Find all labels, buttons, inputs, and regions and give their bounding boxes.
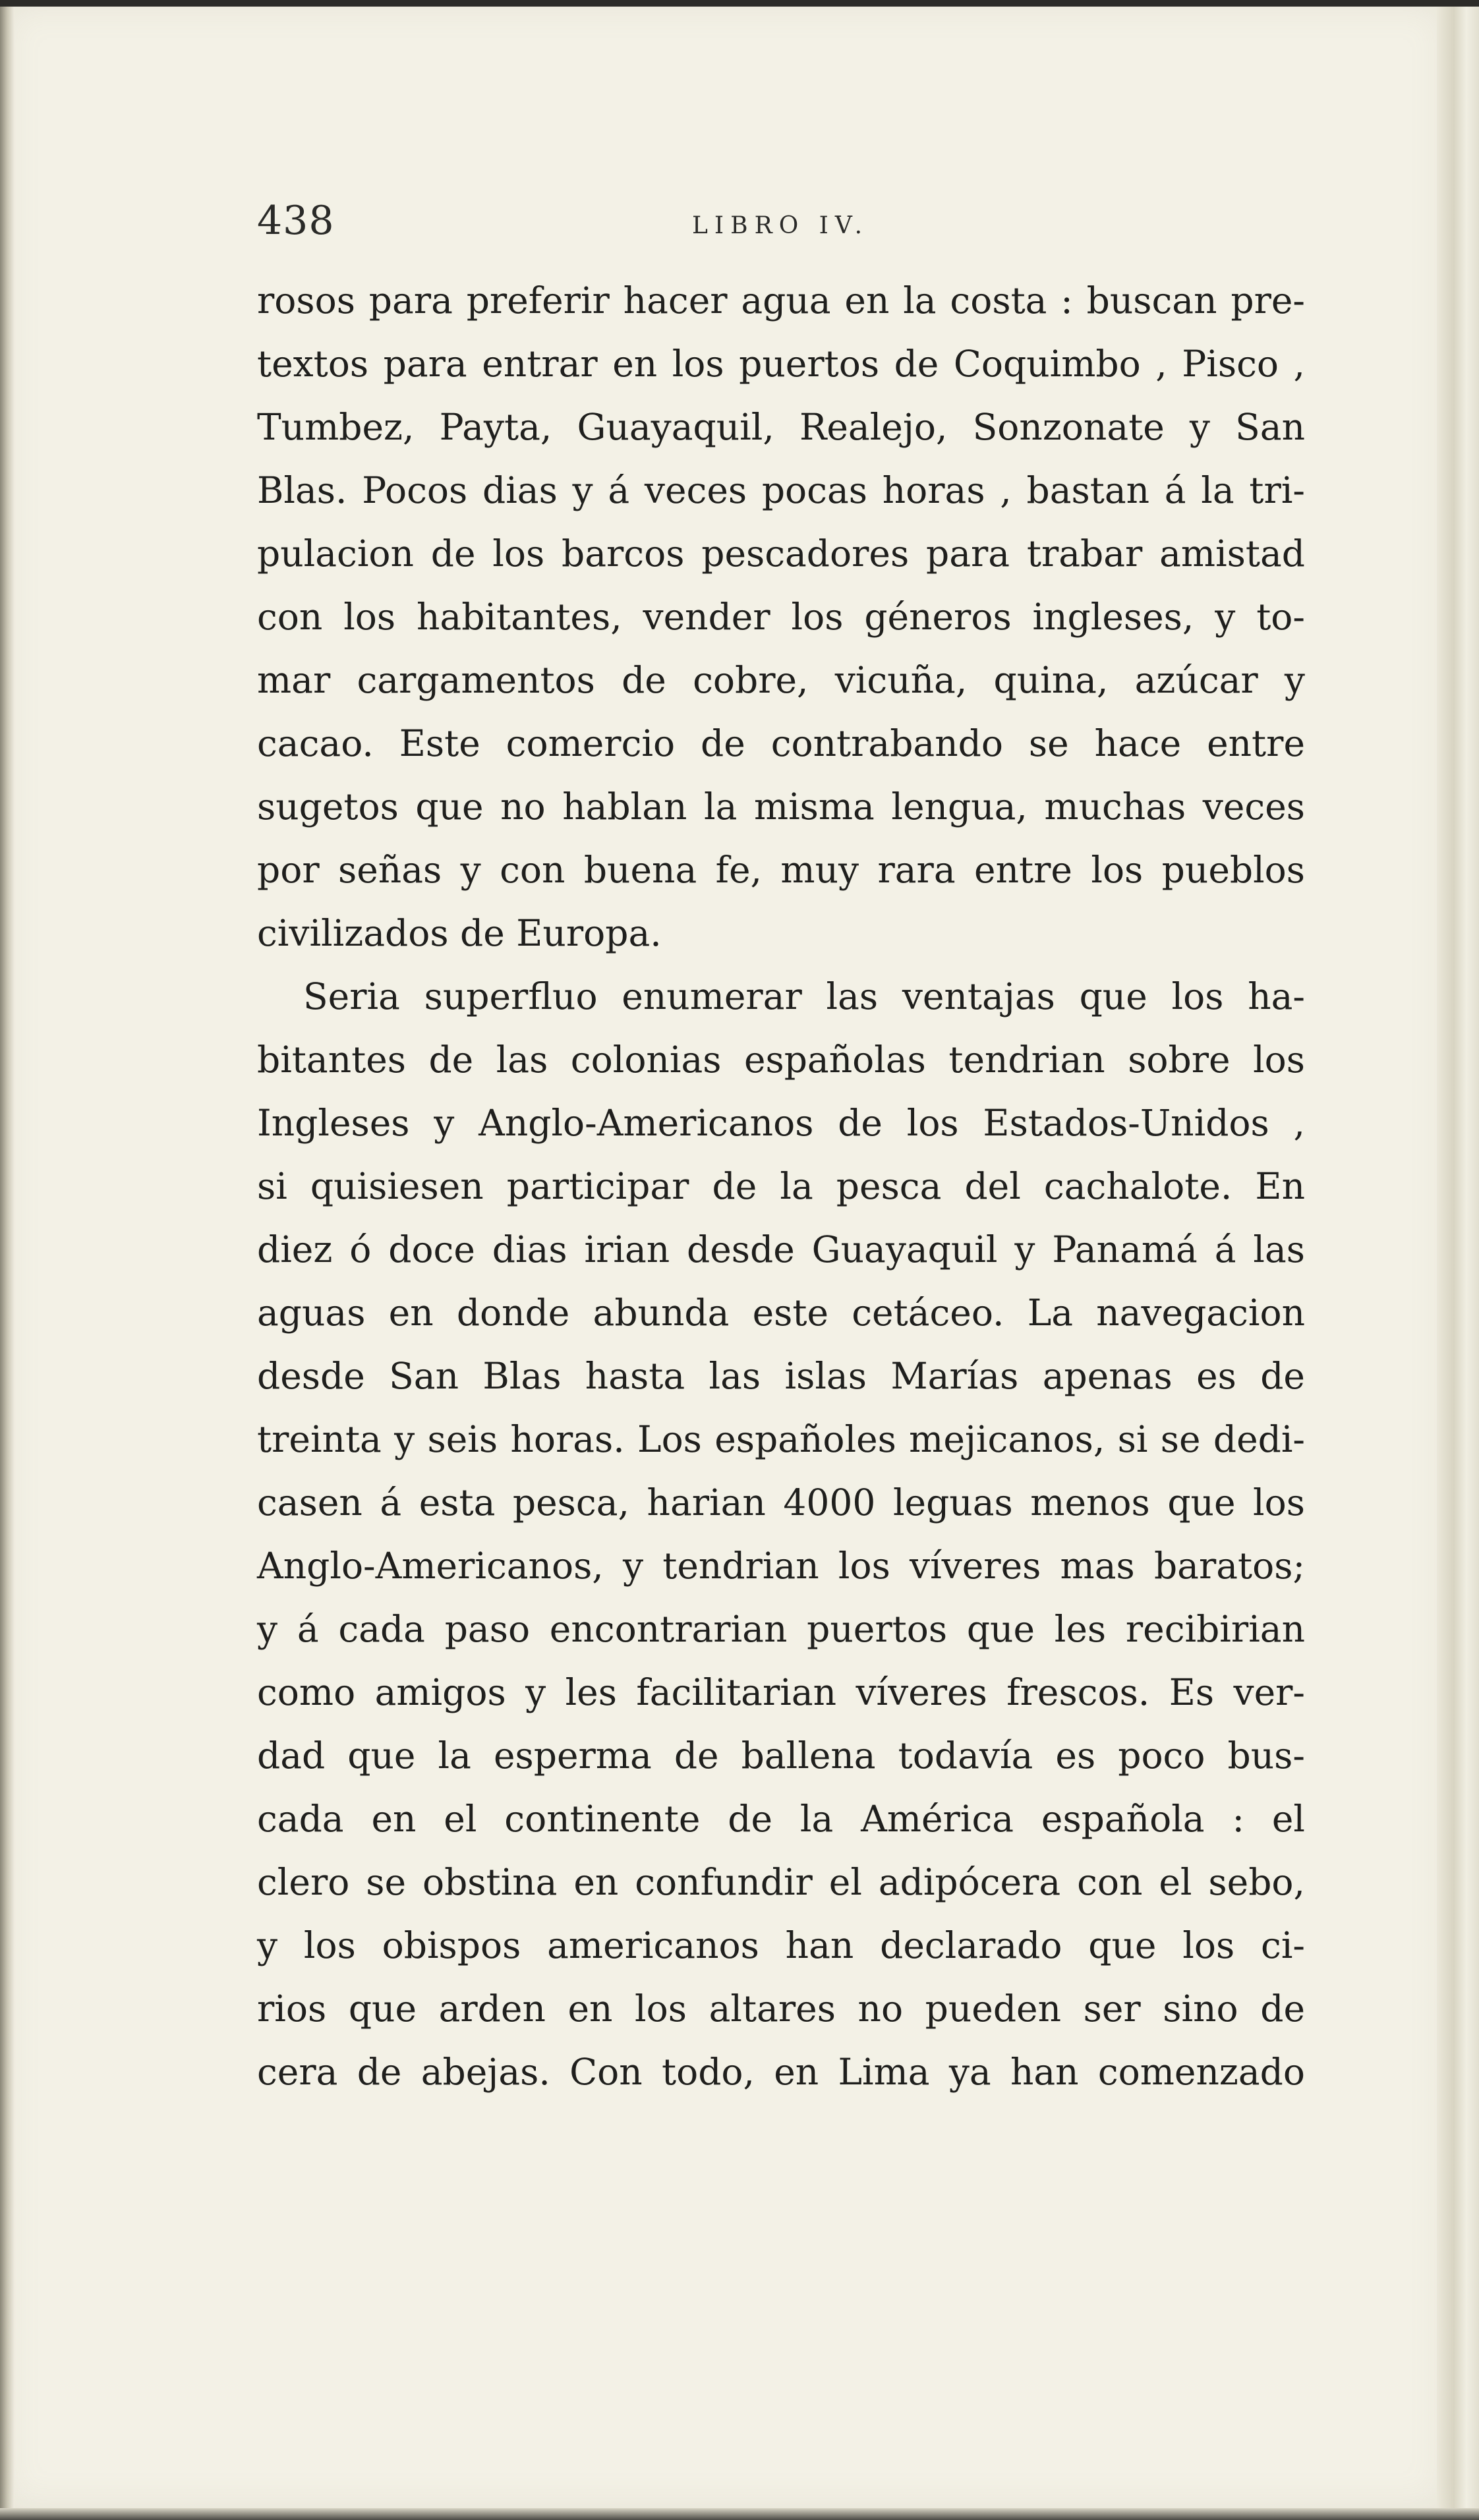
text-line: y á cada paso encontrarian puertos que les recibirian: [257, 1608, 1305, 1650]
text-line: cera de abejas. Con todo, en Lima ya han comenzado: [257, 2051, 1305, 2093]
paragraph-start-line: Seria superfluo enumerar las ventajas que los ha-: [303, 975, 1305, 1017]
text-line: como amigos y les facilitarian víveres frescos. Es ver-: [257, 1671, 1305, 1713]
text-line: por señas y con buena fe, muy rara entre los pueblos: [257, 849, 1305, 891]
text-line: rios que arden en los altares no pueden ser sino de: [257, 1988, 1305, 2030]
body-text: [257, 269, 1305, 2104]
page-gutter: [0, 0, 14, 2520]
text-line: bitantes de las colonias españolas tendrian sobre los: [257, 1039, 1305, 1081]
text-line: casen á esta pesca, harian 4000 leguas menos que los: [257, 1481, 1305, 1524]
text-line: pulacion de los barcos pescadores para trabar amistad: [257, 532, 1305, 575]
text-line: y los obispos americanos han declarado que los ci-: [257, 1924, 1305, 1966]
text-line: Tumbez, Payta, Guayaquil, Realejo, Sonzonate y San: [257, 406, 1305, 448]
text-line: dad que la esperma de ballena todavía es poco bus-: [257, 1734, 1305, 1777]
running-head: LIBRO IV.: [692, 212, 869, 239]
text-line: rosos para preferir hacer agua en la costa : buscan pre-: [257, 279, 1305, 322]
page-fore-edge: [1437, 0, 1479, 2520]
text-line: cada en el continente de la América española : el: [257, 1798, 1305, 1840]
text-line: con los habitantes, vender los géneros ingleses, y to-: [257, 596, 1305, 638]
text-line: textos para entrar en los puertos de Coquimbo , Pisco ,: [257, 343, 1305, 385]
text-line: Blas. Pocos dias y á veces pocas horas , bastan á la tri-: [257, 469, 1305, 511]
text-line: cacao. Este comercio de contrabando se hace entre: [257, 722, 1305, 764]
text-line: mar cargamentos de cobre, vicuña, quina, azúcar y: [257, 659, 1305, 701]
top-edge: [0, 0, 1479, 7]
text-line: si quisiesen participar de la pesca del cachalote. En: [257, 1165, 1305, 1207]
text-line: Anglo-Americanos, y tendrian los víveres mas baratos;: [257, 1545, 1305, 1587]
text-line: clero se obstina en confundir el adipócera con el sebo,: [257, 1861, 1305, 1903]
text-line: diez ó doce dias irian desde Guayaquil y Panamá á las: [257, 1228, 1305, 1271]
bottom-edge: [0, 2508, 1479, 2520]
text-line: desde San Blas hasta las islas Marías apenas es de: [257, 1355, 1305, 1397]
text-line: sugetos que no hablan la misma lengua, muchas veces: [257, 786, 1305, 828]
page-header: [257, 198, 1312, 250]
page-number: 438: [257, 198, 335, 244]
text-line: Ingleses y Anglo-Americanos de los Estados-Unidos ,: [257, 1102, 1305, 1144]
text-line: aguas en donde abunda este cetáceo. La navegacion: [257, 1292, 1305, 1334]
paragraph-end-line: civilizados de Europa.: [257, 912, 662, 954]
text-line: treinta y seis horas. Los españoles mejicanos, si se dedi-: [257, 1418, 1305, 1460]
